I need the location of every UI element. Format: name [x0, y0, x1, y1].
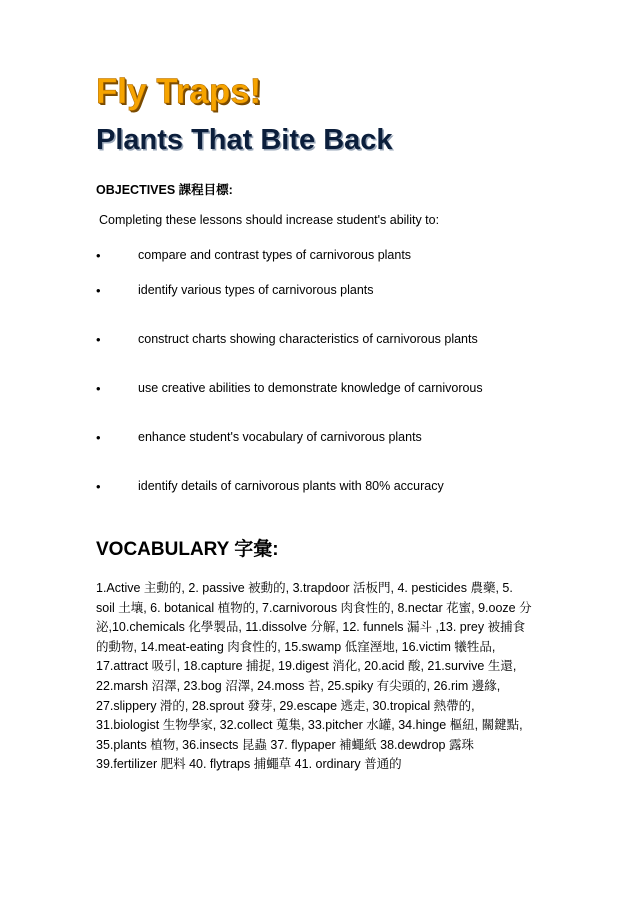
- vocabulary-line: 1.Active 主動的, 2. passive 被動的, 3.trapdoor 活板門, 4. pesticides 農藥, 5.: [96, 581, 513, 595]
- bullet-icon: •: [96, 248, 101, 263]
- bullet-icon: •: [96, 381, 101, 396]
- objective-text: construct charts showing characteristics of carnivorous plants: [138, 332, 478, 346]
- objectives-intro: Completing these lessons should increase student's ability to:: [99, 213, 440, 227]
- objective-text: compare and contrast types of carnivorous plants: [138, 248, 412, 262]
- vocabulary-line: 17.attract 吸引, 18.capture 捕捉, 19.digest 消化, 20.acid 酸, 21.survive 生還,: [96, 659, 517, 674]
- vocabulary-line: 的動物, 14.meat-eating 肉食性的, 15.swamp 低窪溼地, 16.victim 犧牲品,: [96, 639, 496, 654]
- vocabulary-line: 35.plants 植物, 36.insects 昆蟲 37. flypaper 補蠅紙 38.dewdrop 露珠: [96, 737, 474, 752]
- objective-text: identify details of carnivorous plants with 80% accuracy: [138, 479, 444, 493]
- objective-text: identify various types of carnivorous plants: [138, 283, 374, 297]
- objective-text: use creative abilities to demonstrate knowledge of carnivorous: [138, 381, 483, 395]
- bullet-icon: •: [96, 479, 101, 494]
- bullet-icon: •: [96, 430, 101, 445]
- vocabulary-line: 22.marsh 沼澤, 23.bog 沼澤, 24.moss 苔, 25.spiky 有尖頭的, 26.rim 邊緣,: [96, 678, 501, 693]
- vocabulary-line: 泌,10.chemicals 化學製品, 11.dissolve 分解, 12. funnels 漏斗 ,13. prey 被捕食: [96, 620, 526, 635]
- objective-text: enhance student's vocabulary of carnivorous plants: [138, 430, 422, 444]
- vocabulary-line: 39.fertilizer 肥料 40. flytraps 捕蠅草 41. ordinary 普通的: [96, 757, 402, 772]
- bullet-icon: •: [96, 283, 101, 298]
- vocabulary-list: [96, 579, 556, 775]
- vocabulary-line: 31.biologist 生物學家, 32.collect 蒐集, 33.pitcher 水罐, 34.hinge 樞紐, 關鍵點,: [96, 718, 523, 733]
- vocabulary-heading: VOCABULARY 字彙:: [96, 539, 279, 560]
- bullet-icon: •: [96, 332, 101, 347]
- objectives-heading: OBJECTIVES 課程目標:: [96, 183, 233, 197]
- page-subtitle: Plants That Bite Back: [96, 124, 393, 156]
- vocabulary-line: 27.slippery 滑的, 28.sprout 發芽, 29.escape 逃走, 30.tropical 熱帶的,: [96, 698, 475, 713]
- page-title: Fly Traps!: [96, 72, 262, 111]
- vocabulary-line: soil 土壤, 6. botanical 植物的, 7.carnivorous 肉食性的, 8.nectar 花蜜, 9.ooze 分: [96, 600, 532, 615]
